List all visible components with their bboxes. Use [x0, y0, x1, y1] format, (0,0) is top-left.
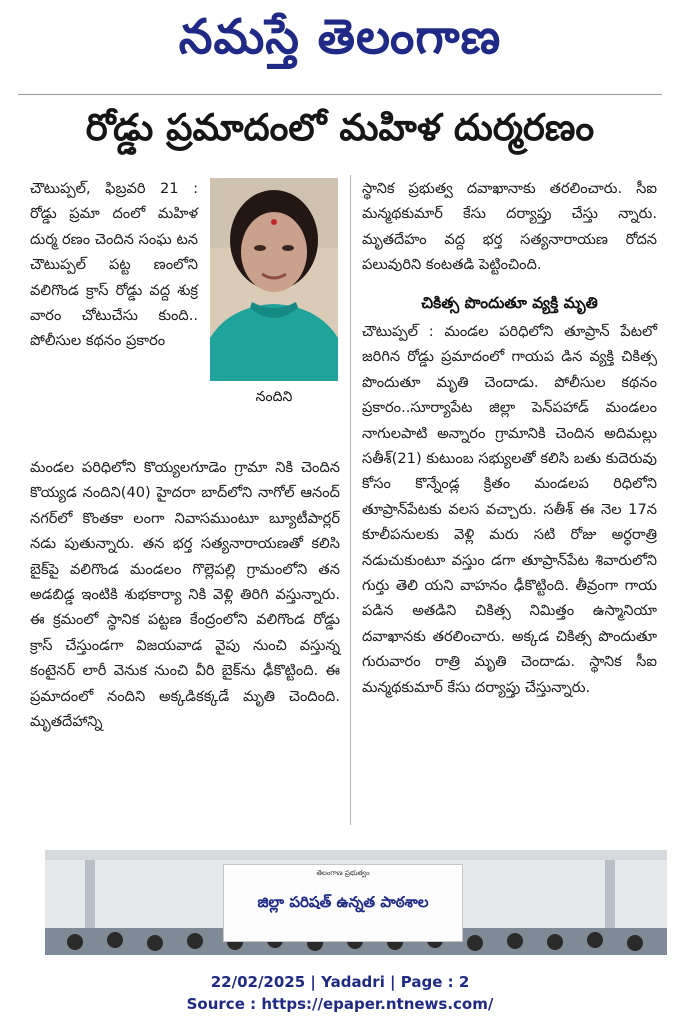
footer-source: Source : https://epaper.ntnews.com/ — [186, 995, 494, 1013]
masthead: నమస్తే తెలంగాణ — [178, 9, 502, 65]
banner-title: జిల్లా పరిషత్ ఉన్నత పాఠశాల — [257, 893, 429, 911]
portrait-image — [210, 178, 338, 381]
article-body-left: మండల పరిధిలోని కొయ్యలగూడెం గ్రామా నికి చెందిన కొయ్యడ నందిని(40) హైదరా బాద్‌లోని నాగోల్ ఆనంద్ నగర్‌లో కొంతకా లంగా నివాసముంటూ బ్యూటీపార్లర్ నడు పుతున్నారు. తన భర్త సత్యనారాయణతో కలిసి బైక్‌పై వలిగొండ మండలం గొల్లెపల్లి గ్రామంలోని తన అడబిడ్డ ఇంటికి శుభకార్యా నికి వెళ్లి తిరిగి వస్తున్నారు. ఈ క్రమంలో స్థానిక పట్టణ కేంద్రంలోని వలిగొండ రోడ్డు క్రాస్ చేస్తుండగా విజయవాడ వైపు నుంచి వస్తున్న కంటైనర్ లారీ వెనుక నుంచి వీరి బైక్‌ను ఢీకొట్టింది. ఈ ప్రమాదంలో నందిని అక్కడికక్కడే మృతి చెందింది. మృతదేహాన్ని — [30, 459, 340, 731]
article-lede: చౌటుప్పల్, ఫిబ్రవరి 21 : రోడ్డు ప్రమా దంలో మహిళ దుర్మ రణం చెందిన సంఘ టన చౌటుప్పల్ పట్ట ణంలోని వలిగొండ క్రాస్ రోడ్డు వద్ద శుక్ర వారం చోటుచేసు కుంది.. పోలీసుల కథనం ప్రకారం — [30, 180, 198, 350]
article-body-continued: స్థానిక ప్రభుత్వ దవాఖానాకు తరలించారు. సీఐ మన్మథకుమార్ కేసు దర్యాప్తు చేస్తు న్నారు. మృతదేహం వద్ద భర్త సత్యనారాయణ రోదన పలువురిని కంటతడి పెట్టించింది. — [362, 180, 657, 274]
second-article-subhead: చికిత్స పొందుతూ వ్యక్తి మృతి — [421, 294, 598, 312]
photo-caption: నందిని — [255, 389, 293, 405]
header-rule — [18, 94, 662, 95]
column-divider — [350, 175, 351, 825]
footer-date-edition: 22/02/2025 | Yadadri | Page : 2 — [210, 973, 470, 991]
school-photo — [45, 850, 667, 955]
article-headline: రోడ్డు ప్రమాదంలో మహిళ దుర్మరణం — [85, 106, 595, 149]
school-banner — [223, 864, 463, 942]
victim-photo — [210, 178, 338, 381]
second-article-body: చౌటుప్పల్ : మండల పరిధిలోని తూప్రాన్ పేటలో జరిగిన రోడ్డు ప్రమాదంలో గాయప డిన వ్యక్తి చికిత్స పొందుతూ మృతి చెందాడు. పోలీసుల కథనం ప్రకారం..సూర్యాపేట జిల్లా పెన్‌పహాడ్ మండలం నాగులపాటి అన్నారం గ్రామానికి చెందిన అదిమల్లు సతీశ్(21) కుటుంబ సభ్యులతో కలిసి బతు కుదెరువు కోసం కొన్నేండ్ల క్రితం మండలప రిధిలోని తూప్రాన్‌పేటకు వలస వచ్చారు. సతీశ్ ఈ నెల 17న కూలీపనులకు వెళ్లి మరు సటి రోజు అర్ధరాత్రి నడుచుకుంటూ వస్తుం డగా తూప్రాన్‌పేట శివారులోని గుర్తు తెలి యని వాహనం ఢీకొట్టింది. తీవ్రంగా గాయ పడిన అతడిని చికిత్స నిమిత్తం ఉస్మానియా దవాఖానకు తరలించారు. అక్కడ చికిత్స పొందుతూ గురువారం రాత్రి మృతి చెందాడు. స్థానిక సీఐ మన్మథకుమార్ కేసు దర్యాప్తు చేస్తున్నారు. — [362, 323, 657, 696]
banner-top-text: తెలంగాణ ప్రభుత్వం — [316, 869, 370, 877]
